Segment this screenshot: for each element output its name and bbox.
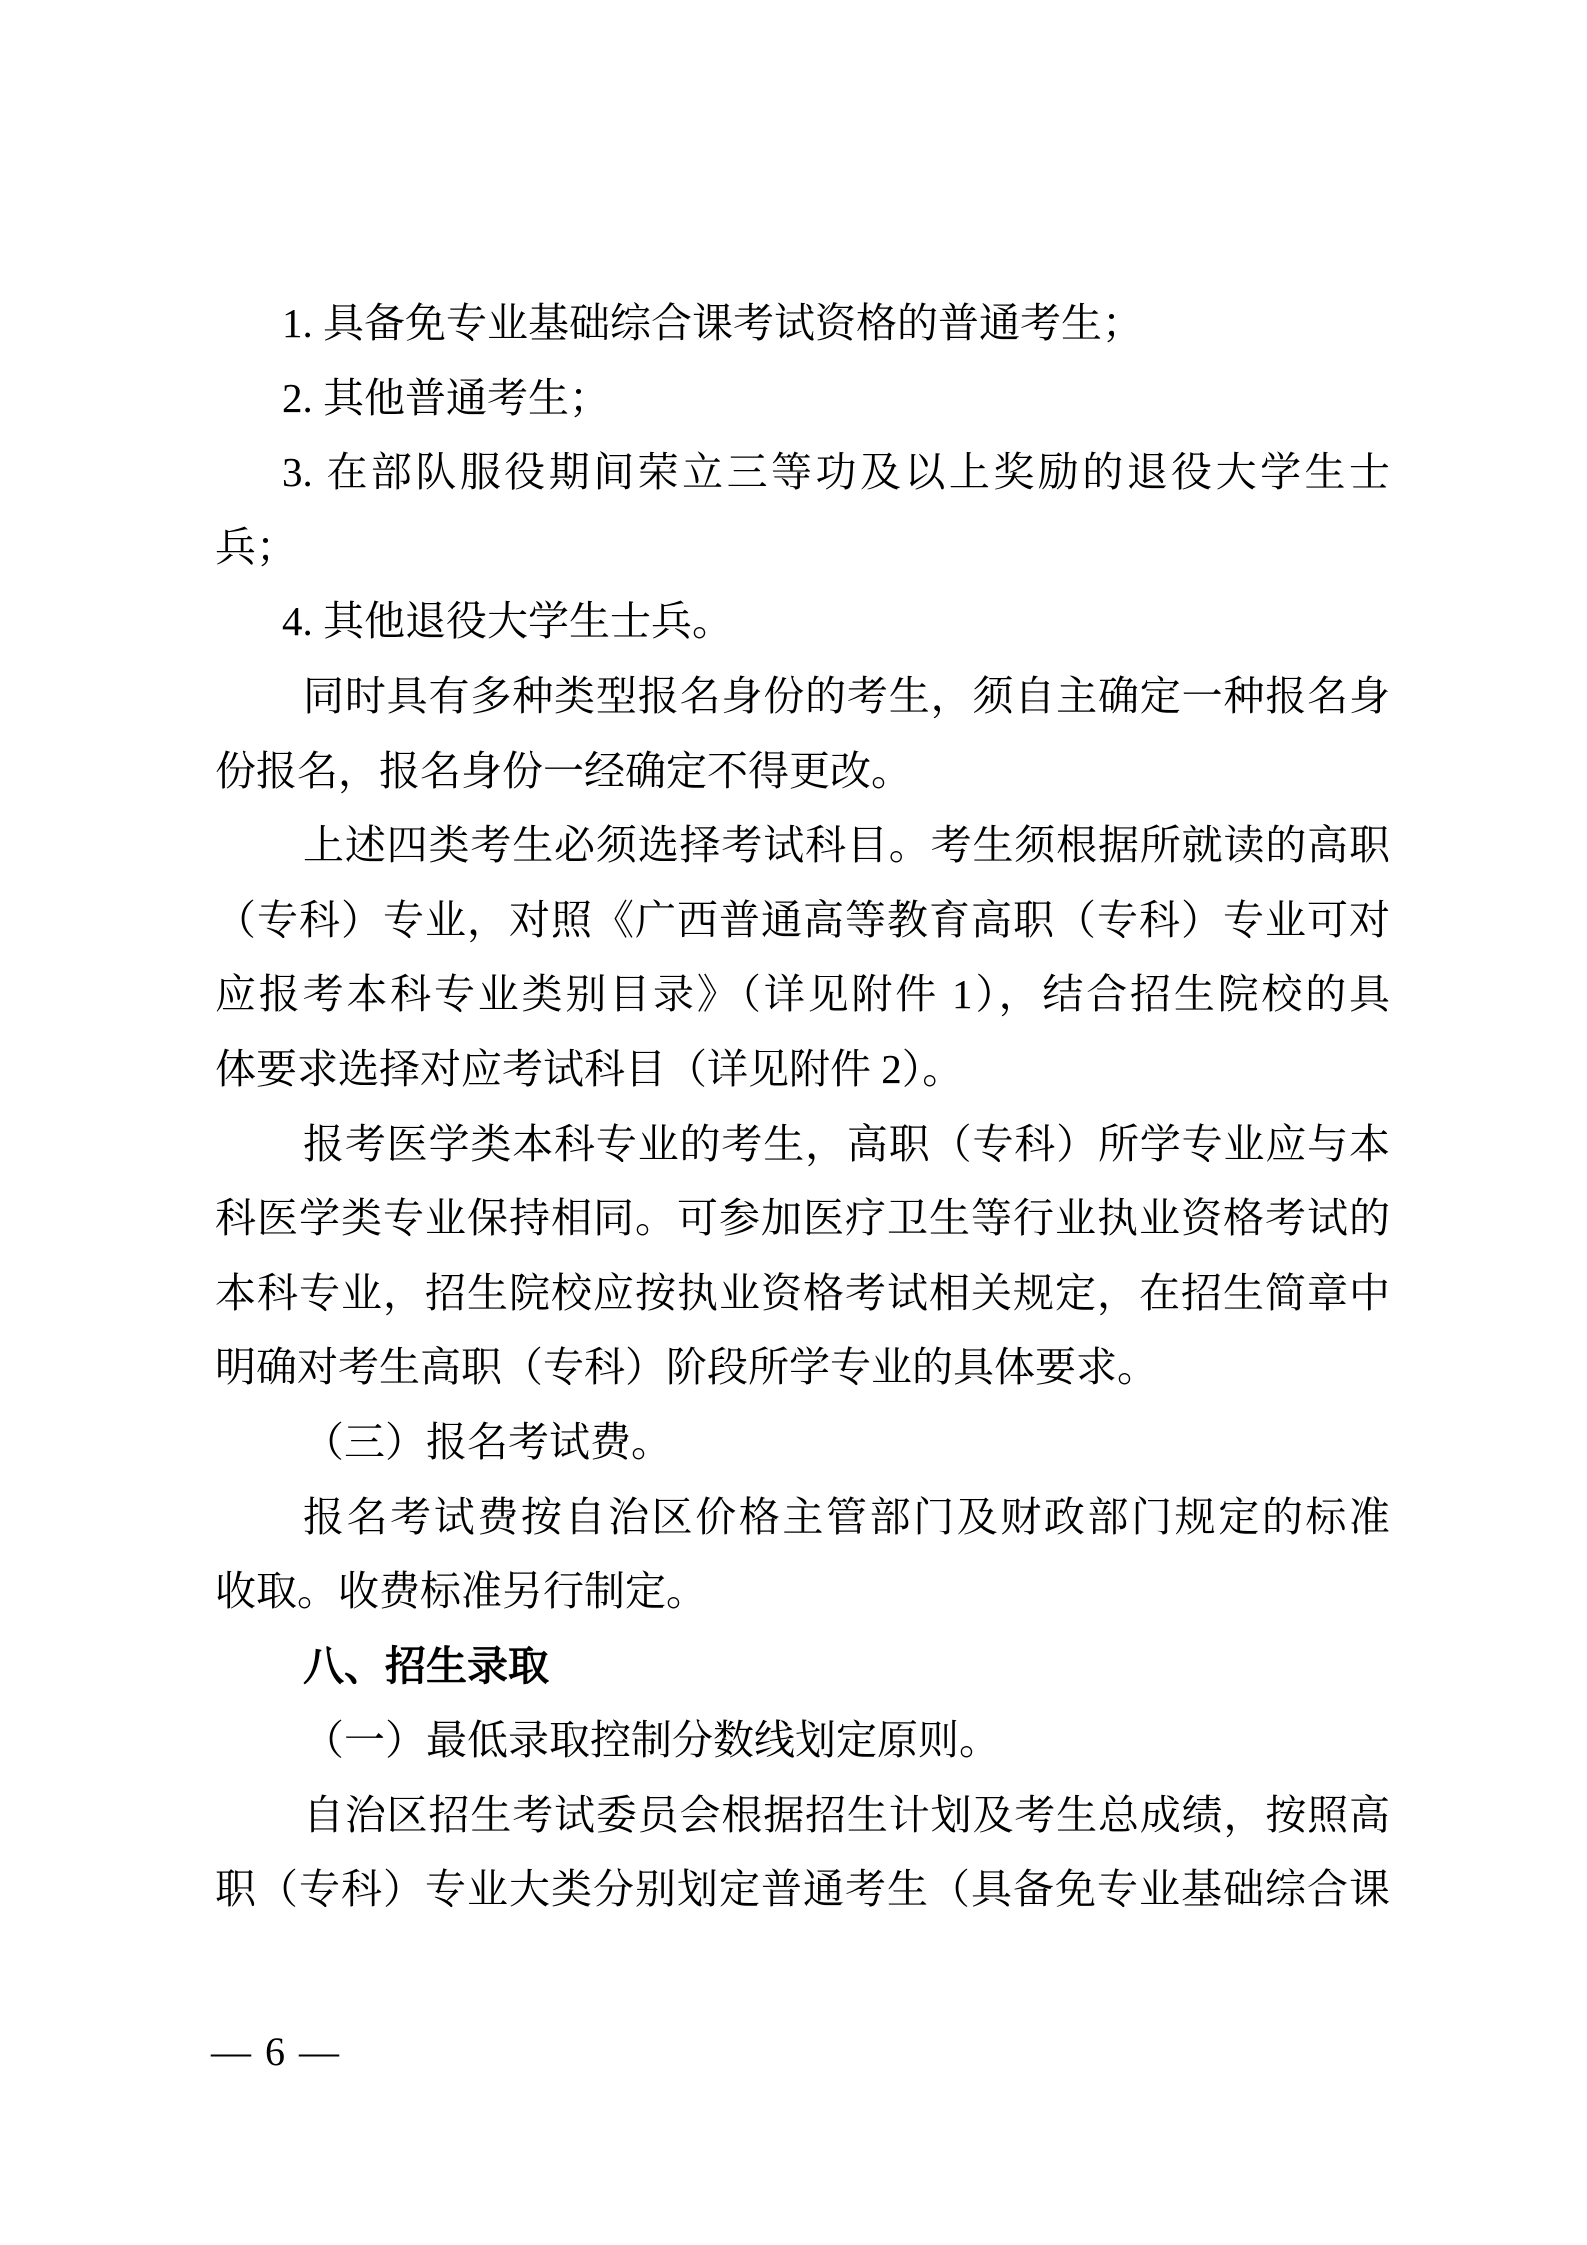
document-line: （一）最低录取控制分数线划定原则。 [303,1717,1000,1764]
document-line: 报名考试费按自治区价格主管部门及财政部门规定的标准 [303,1493,1390,1540]
document-line: 科医学类专业保持相同。可参加医疗卫生等行业执业资格考试的 [215,1195,1390,1242]
document-line: 自治区招生考试委员会根据招生计划及考生总成绩，按照高 [303,1791,1390,1838]
page-number: — 6 — [211,2029,341,2074]
document-line: 报考医学类本科专业的考生，高职（专科）所学专业应与本 [303,1120,1390,1167]
document-line: 份报名，报名身份一经确定不得更改。 [215,747,912,794]
document-line: 兵； [215,523,297,570]
document-line: 4. 其他退役大学生士兵。 [282,598,733,645]
document-line: 应报考本科专业类别目录》（详见附件 1），结合招生院校的具 [215,971,1390,1018]
document-line: 职（专科）专业大类分别划定普通考生（具备免专业基础综合课 [215,1866,1390,1913]
document-line: 本科专业，招生院校应按执业资格考试相关规定，在招生简章中 [215,1269,1390,1316]
document-line: 同时具有多种类型报名身份的考生，须自主确定一种报名身 [303,672,1390,719]
document-line: （专科）专业，对照《广西普通高等教育高职（专科）专业可对 [215,896,1390,943]
document-line: 上述四类考生必须选择考试科目。考生须根据所就读的高职 [303,822,1390,869]
document-line: 明确对考生高职（专科）阶段所学专业的具体要求。 [215,1344,1158,1391]
section-heading: 八、招生录取 [303,1642,549,1689]
document-line: 1. 具备免专业基础综合课考试资格的普通考生； [282,300,1143,346]
document-line: （三）报名考试费。 [303,1418,672,1465]
document-line: 体要求选择对应考试科目（详见附件 2）。 [215,1045,964,1092]
document-line: 收取。收费标准另行制定。 [215,1568,707,1615]
document-body [215,286,1390,1927]
document-line: 3. 在部队服役期间荣立三等功及以上奖励的退役大学生士 [282,449,1390,496]
document-line: 2. 其他普通考生； [282,374,610,421]
